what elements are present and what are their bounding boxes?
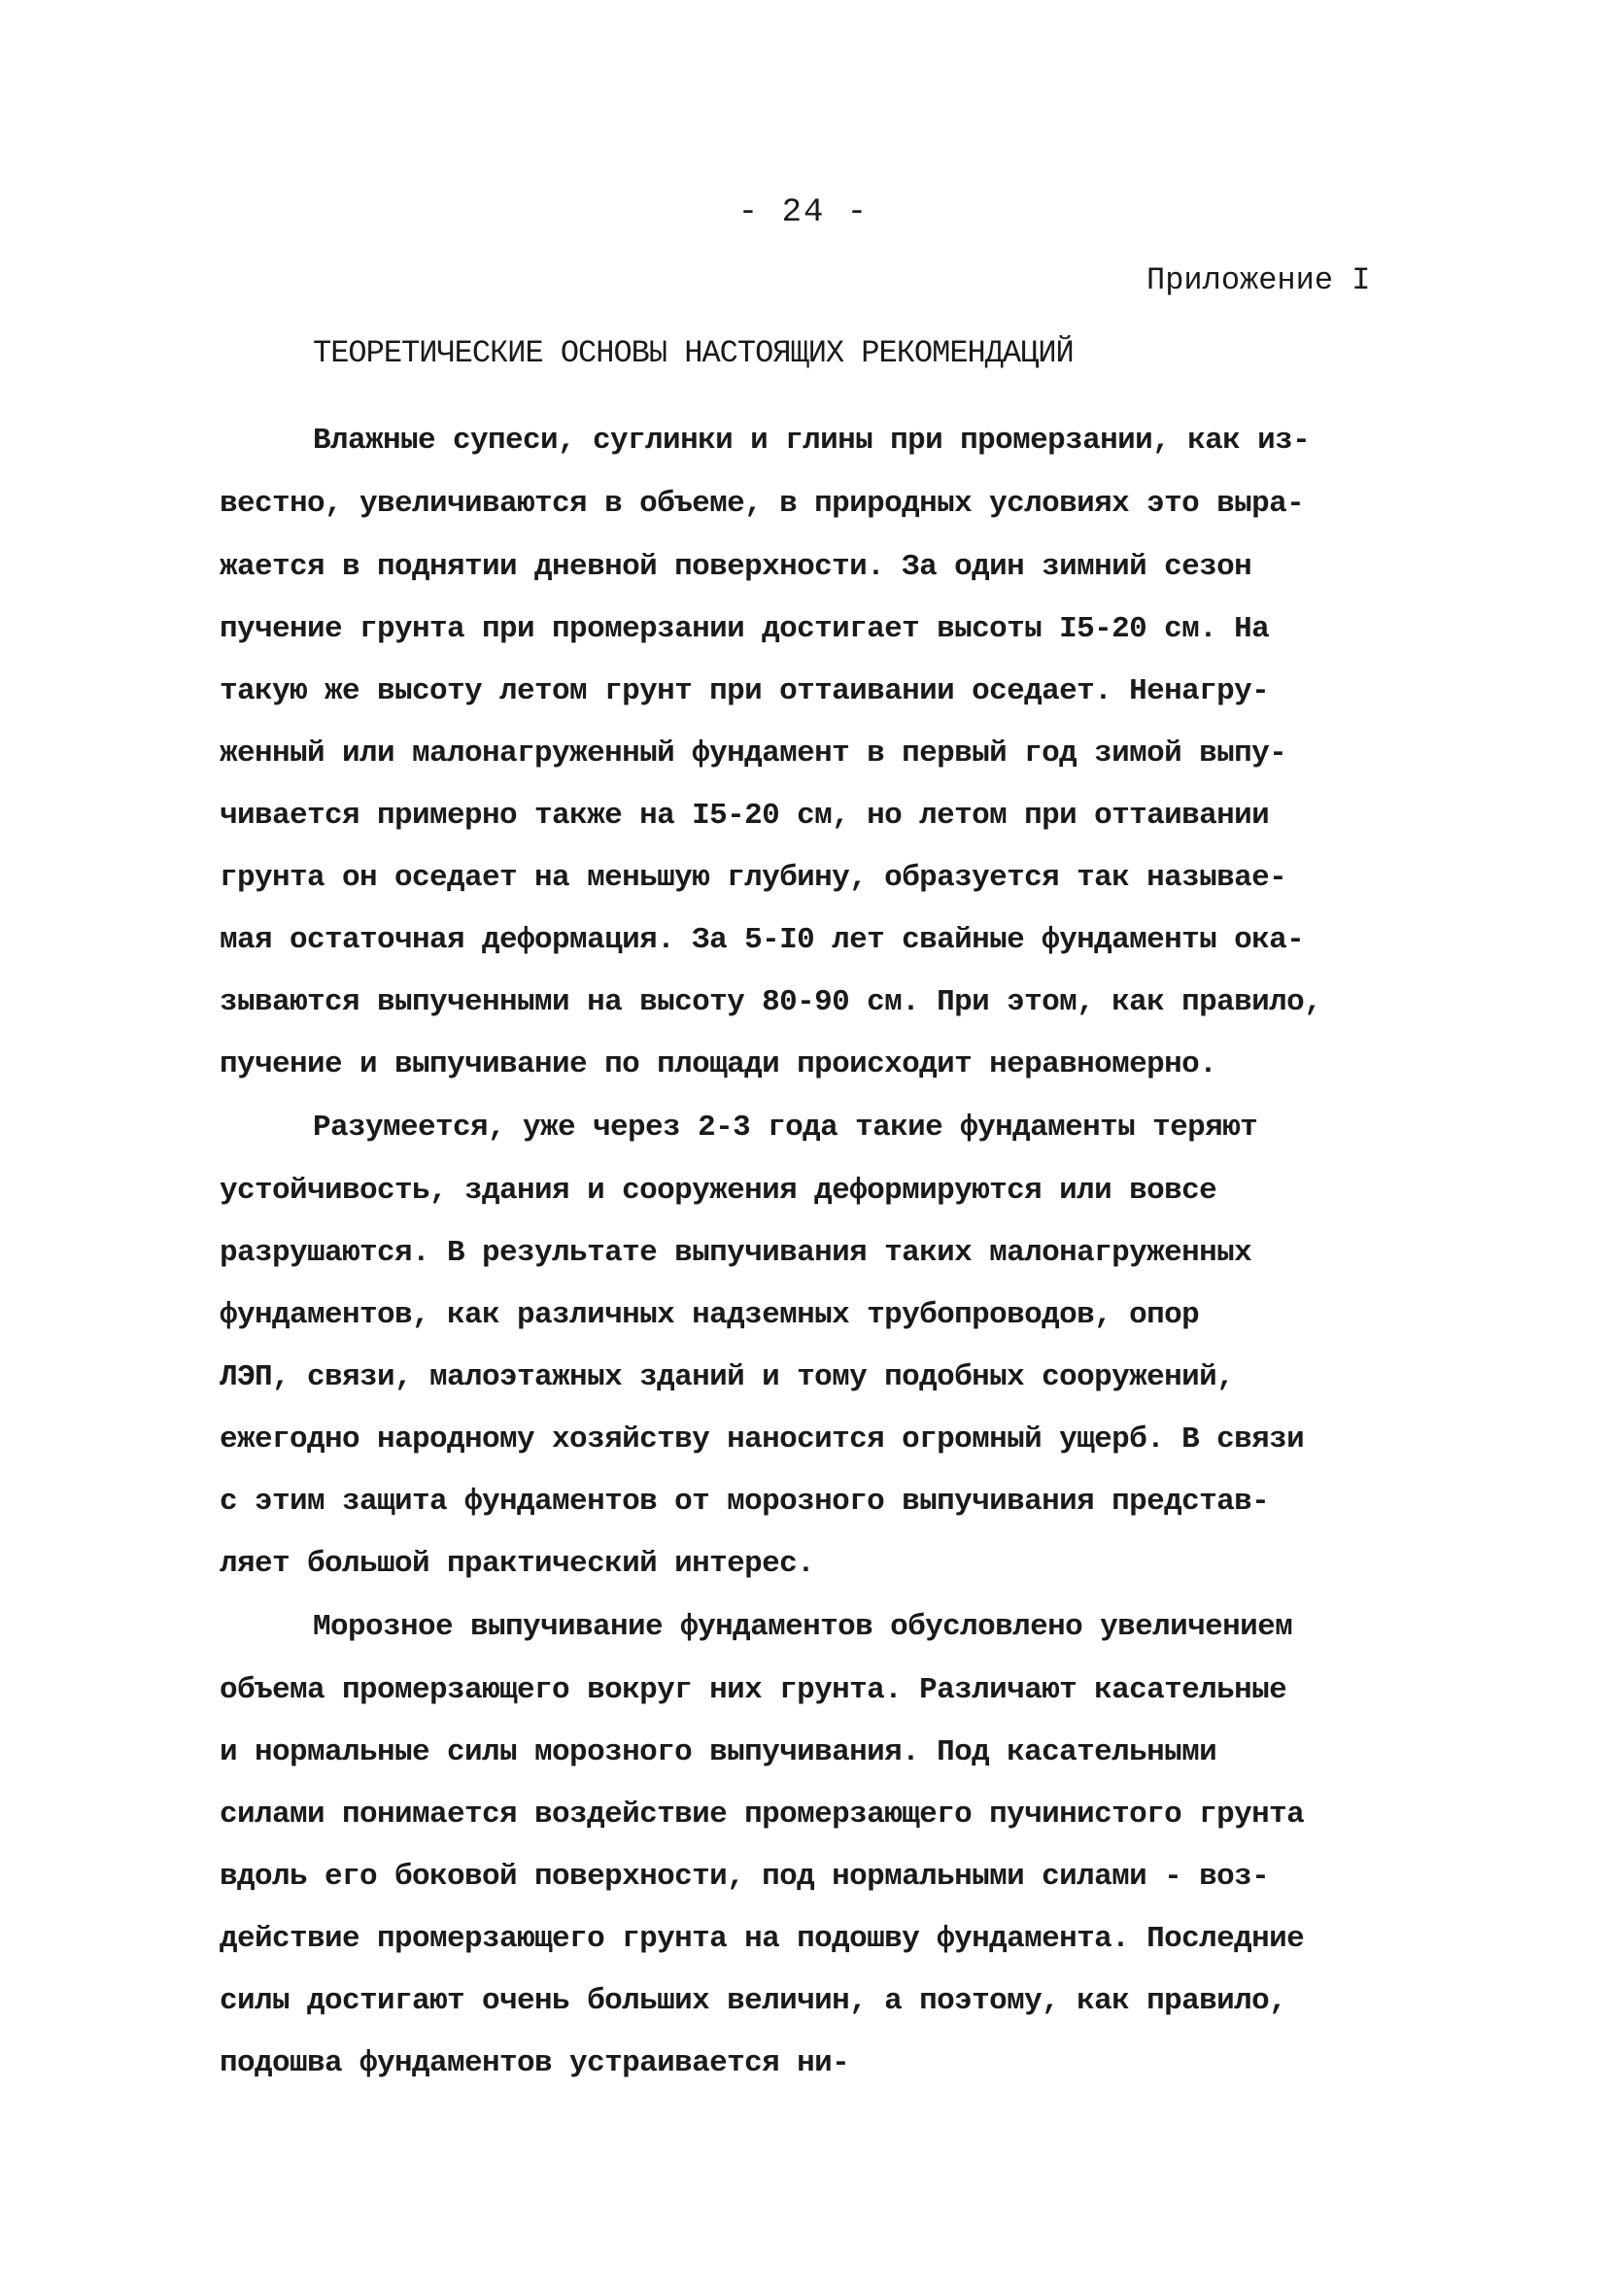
text-line: ежегодно народному хозяйству наносится огромный ущерб. В связи (220, 1422, 1305, 1456)
text-line: пучение грунта при промерзании достигает высоты I5-20 см. На (220, 612, 1270, 646)
text-line: ЛЭП, связи, малоэтажных зданий и тому подобных сооружений, (220, 1360, 1235, 1394)
text-line: такую же высоту летом грунт при оттаивании оседает. Ненагру- (220, 674, 1270, 708)
text-line: действие промерзающего грунта на подошву фундамента. Последние (220, 1922, 1305, 1956)
text-line: силы достигают очень больших величин, а поэтому, как правило, (220, 1984, 1287, 2018)
text-line: с этим защита фундаментов от морозного выпучивания представ- (220, 1485, 1270, 1519)
text-line: жается в поднятии дневной поверхности. За один зимний сезон (220, 550, 1252, 584)
text-line: и нормальные силы морозного выпучивания. Под касательными (220, 1735, 1217, 1769)
page-number: - 24 - (737, 194, 870, 231)
text-line: вестно, увеличиваются в объеме, в природных условиях это выра- (220, 487, 1305, 521)
text-line: грунта он оседает на меньшую глубину, образуется так называе- (220, 861, 1287, 895)
text-line: вдоль его боковой поверхности, под нормальными силами - воз- (220, 1860, 1270, 1894)
text-line: ляет большой практический интерес. (220, 1547, 815, 1581)
text-line: Влажные супеси, суглинки и глины при промерзании, как из- (313, 424, 1311, 458)
text-line: зываются выпученными на высоту 80-90 см. При этом, как правило, (220, 985, 1322, 1019)
text-line: фундаментов, как различных надземных трубопроводов, опор (220, 1298, 1200, 1332)
appendix-label: Приложение I (1146, 262, 1371, 298)
text-line: Морозное выпучивание фундаментов обусловлено увеличением (313, 1610, 1293, 1644)
text-line: подошва фундаментов устраивается ни- (220, 2046, 850, 2080)
text-line: пучение и выпучивание по площади происходит неравномерно. (220, 1047, 1217, 1081)
text-line: объема промерзающего вокруг них грунта. Различают касательные (220, 1673, 1287, 1707)
text-line: мая остаточная деформация. За 5-I0 лет свайные фундаменты ока- (220, 923, 1305, 957)
text-line: Разумеется, уже через 2-3 года такие фундаменты теряют (313, 1111, 1258, 1145)
section-heading: ТЕОРЕТИЧЕСКИЕ ОСНОВЫ НАСТОЯЩИХ РЕКОМЕНДАЦИЙ (313, 335, 1074, 371)
text-line: устойчивость, здания и сооружения деформируются или вовсе (220, 1174, 1217, 1208)
text-line: силами понимается воздействие промерзающего пучинистого грунта (220, 1798, 1305, 1832)
text-line: разрушаются. В результате выпучивания таких малонагруженных (220, 1236, 1252, 1270)
text-line: чивается примерно также на I5-20 см, но летом при оттаивании (220, 799, 1270, 833)
text-line: женный или малонагруженный фундамент в первый год зимой выпу- (220, 737, 1287, 771)
